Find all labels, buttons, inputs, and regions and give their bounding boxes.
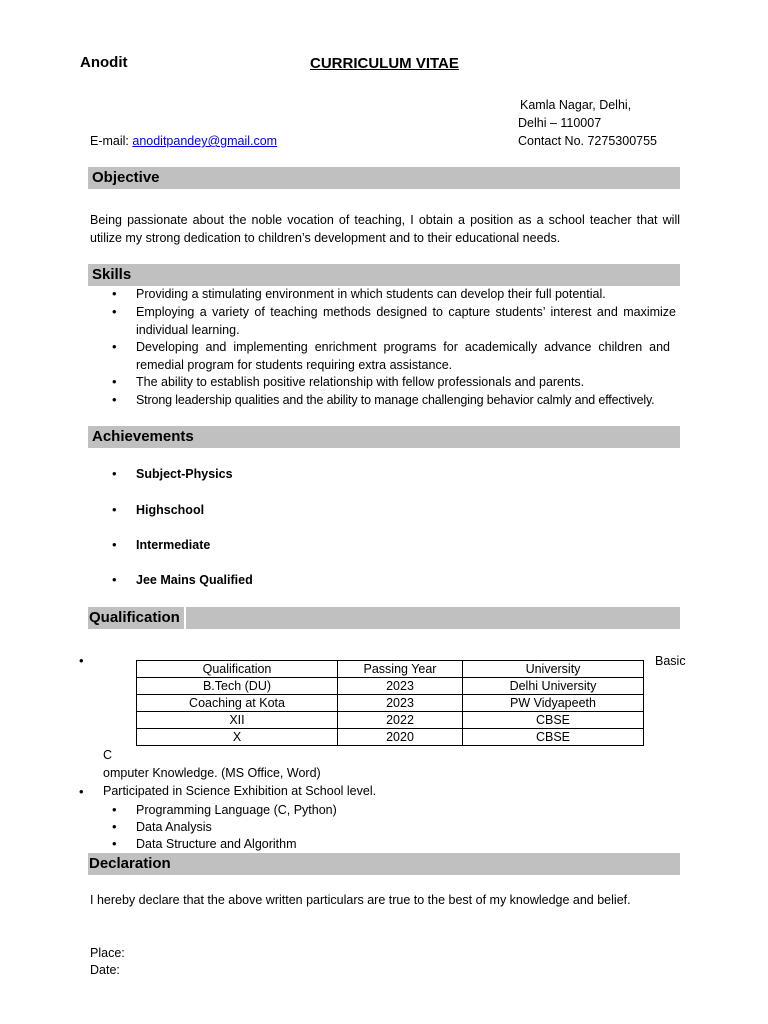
address-line-2: Delhi – 110007	[518, 116, 602, 130]
qualification-table	[136, 660, 644, 746]
table-cell: 2022	[338, 712, 463, 729]
skills-heading: Skills	[92, 266, 132, 283]
declaration-heading: Declaration	[89, 855, 171, 872]
place-label: Place:	[90, 946, 125, 960]
objective-text: Being passionate about the noble vocation of teaching, I obtain a position as a school teacher that will utilize my strong dedication to children’s development and to their educational needs.	[90, 213, 680, 245]
table-cell: PW Vidyapeeth	[463, 695, 644, 712]
bullet-icon: •	[112, 572, 117, 587]
column-header: Qualification	[137, 661, 338, 678]
skills-heading-bar	[88, 264, 680, 286]
bullet-icon: •	[112, 374, 117, 389]
table-cell: Delhi University	[463, 678, 644, 695]
qualification-heading: Qualification	[89, 609, 180, 626]
table-cell: X	[137, 729, 338, 746]
column-header: Passing Year	[338, 661, 463, 678]
bullet-icon: •	[112, 466, 117, 481]
table-cell: XII	[137, 712, 338, 729]
email-link[interactable]: anoditpandey@gmail.com	[132, 134, 278, 148]
email-label: E-mail:	[90, 134, 133, 148]
date-label: Date:	[90, 963, 120, 977]
objective-heading-bar	[88, 167, 680, 189]
document-title: CURRICULUM VITAE	[310, 55, 459, 72]
bullet-icon: •	[112, 537, 117, 552]
qualification-heading-bar	[88, 607, 680, 629]
contact-number: Contact No. 7275300755	[518, 134, 657, 148]
bullet-icon: •	[79, 653, 84, 668]
computer-knowledge-text: omputer Knowledge. (MS Office, Word)	[103, 766, 321, 780]
email-row	[90, 134, 277, 148]
bullet-icon: •	[112, 502, 117, 517]
table-row	[137, 712, 644, 729]
table-cell: 2023	[338, 695, 463, 712]
fragment-c: C	[103, 748, 113, 762]
bullet-icon: •	[112, 819, 117, 834]
table-cell: 2023	[338, 678, 463, 695]
table-row	[137, 729, 644, 746]
table-row	[137, 695, 644, 712]
declaration-heading-bar	[88, 853, 680, 875]
table-cell: Coaching at Kota	[137, 695, 338, 712]
bullet-icon: •	[112, 286, 117, 301]
basic-text: Basic	[655, 654, 686, 668]
table-cell: B.Tech (DU)	[137, 678, 338, 695]
achievements-heading: Achievements	[92, 428, 194, 445]
bullet-icon: •	[79, 784, 84, 799]
table-cell: CBSE	[463, 729, 644, 746]
table-cell: CBSE	[463, 712, 644, 729]
bullet-icon: •	[112, 392, 117, 407]
achievements-heading-bar	[88, 426, 680, 448]
objective-heading: Objective	[92, 169, 160, 186]
candidate-name: Anodit	[80, 54, 128, 71]
exhibition-text: Participated in Science Exhibition at School level.	[103, 784, 377, 798]
address-line-1: Kamla Nagar, Delhi,	[520, 98, 632, 112]
declaration-text: I hereby declare that the above written particulars are true to the best of my knowledge and belief.	[90, 893, 631, 907]
table-header-row	[137, 661, 644, 678]
table-row	[137, 678, 644, 695]
bullet-icon: •	[112, 802, 117, 817]
table-cell: 2020	[338, 729, 463, 746]
bullet-icon: •	[112, 339, 117, 354]
column-header: University	[463, 661, 644, 678]
bullet-icon: •	[112, 304, 117, 319]
bullet-icon: •	[112, 836, 117, 851]
